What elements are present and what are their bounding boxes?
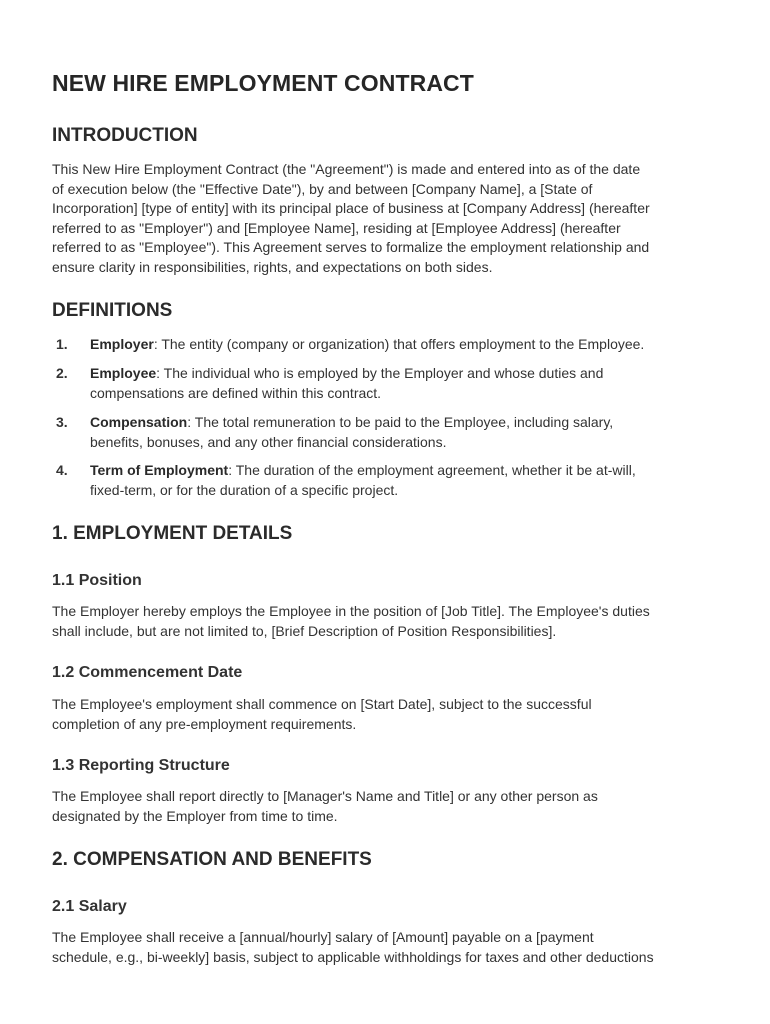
definition-term: Term of Employment [90, 462, 229, 478]
definition-description-cont: compensations are defined within this contract. [90, 384, 382, 401]
definition-description: : The entity (company or organization) that offers employment to the Employee. [153, 336, 645, 352]
paragraph-line: shall include, but are not limited to, [Brief Description of Position Responsibilities]. [52, 622, 557, 639]
subsection-salary-heading: 2.1 Salary [52, 898, 127, 915]
paragraph-line: completion of any pre-employment requirements. [52, 715, 357, 732]
definition-number: 3. [56, 414, 68, 430]
definition-number: 1. [56, 336, 68, 352]
introduction-line: Incorporation] [type of entity] with its principal place of business at [Company Address] (hereafter [52, 200, 650, 217]
subsection-reporting-heading: 1.3 Reporting Structure [52, 757, 230, 774]
salary-paragraph [52, 928, 724, 967]
paragraph-line: designated by the Employer from time to time. [52, 807, 338, 824]
definition-text [90, 461, 724, 500]
definition-description: : The individual who is employed by the Employer and whose duties and [156, 365, 604, 381]
definition-description: : The total remuneration to be paid to the Employee, including salary, [187, 414, 614, 430]
paragraph-line: The Employee shall receive a [annual/hourly] salary of [Amount] payable on a [payment [52, 929, 594, 945]
definition-text [90, 364, 724, 403]
definition-text [90, 413, 724, 452]
section-compensation-heading: 2. COMPENSATION AND BENEFITS [52, 849, 372, 870]
definition-text [90, 335, 724, 355]
subsection-commencement-heading: 1.2 Commencement Date [52, 664, 243, 681]
definition-term: Employer [90, 336, 154, 352]
definition-description-cont: benefits, bonuses, and any other financial considerations. [90, 433, 447, 450]
position-paragraph [52, 602, 724, 641]
definitions-heading: DEFINITIONS [52, 300, 173, 321]
reporting-paragraph [52, 787, 724, 826]
document-title: NEW HIRE EMPLOYMENT CONTRACT [52, 70, 474, 96]
introduction-line: ensure clarity in responsibilities, rights, and expectations on both sides. [52, 258, 493, 275]
paragraph-line: The Employee's employment shall commence on [Start Date], subject to the successful [52, 696, 592, 712]
definition-number: 2. [56, 365, 68, 381]
paragraph-line: schedule, e.g., bi-weekly] basis, subject to applicable withholdings for taxes and other deductions [52, 948, 654, 965]
commencement-paragraph [52, 695, 724, 734]
introduction-line: referred to as "Employer") and [Employee Name], residing at [Employee Address] (hereafter [52, 219, 621, 236]
definition-term: Employee [90, 365, 157, 381]
definition-number: 4. [56, 462, 68, 478]
paragraph-line: The Employer hereby employs the Employee in the position of [Job Title]. The Employee's duties [52, 603, 650, 619]
definition-description-cont: fixed-term, or for the duration of a specific project. [90, 481, 399, 498]
subsection-position-heading: 1.1 Position [52, 572, 142, 589]
introduction-heading: INTRODUCTION [52, 125, 198, 146]
section-employment-details-heading: 1. EMPLOYMENT DETAILS [52, 523, 293, 544]
introduction-line: This New Hire Employment Contract (the "Agreement") is made and entered into as of the date [52, 161, 641, 177]
definition-term: Compensation [90, 414, 188, 430]
introduction-line: referred to as "Employee"). This Agreement serves to formalize the employment relationship and [52, 239, 650, 256]
introduction-paragraph [52, 160, 724, 278]
definition-description: : The duration of the employment agreement, whether it be at-will, [228, 462, 636, 478]
paragraph-line: The Employee shall report directly to [Manager's Name and Title] or any other person as [52, 788, 598, 804]
introduction-line: of execution below (the "Effective Date"), by and between [Company Name], a [State of [52, 180, 593, 197]
